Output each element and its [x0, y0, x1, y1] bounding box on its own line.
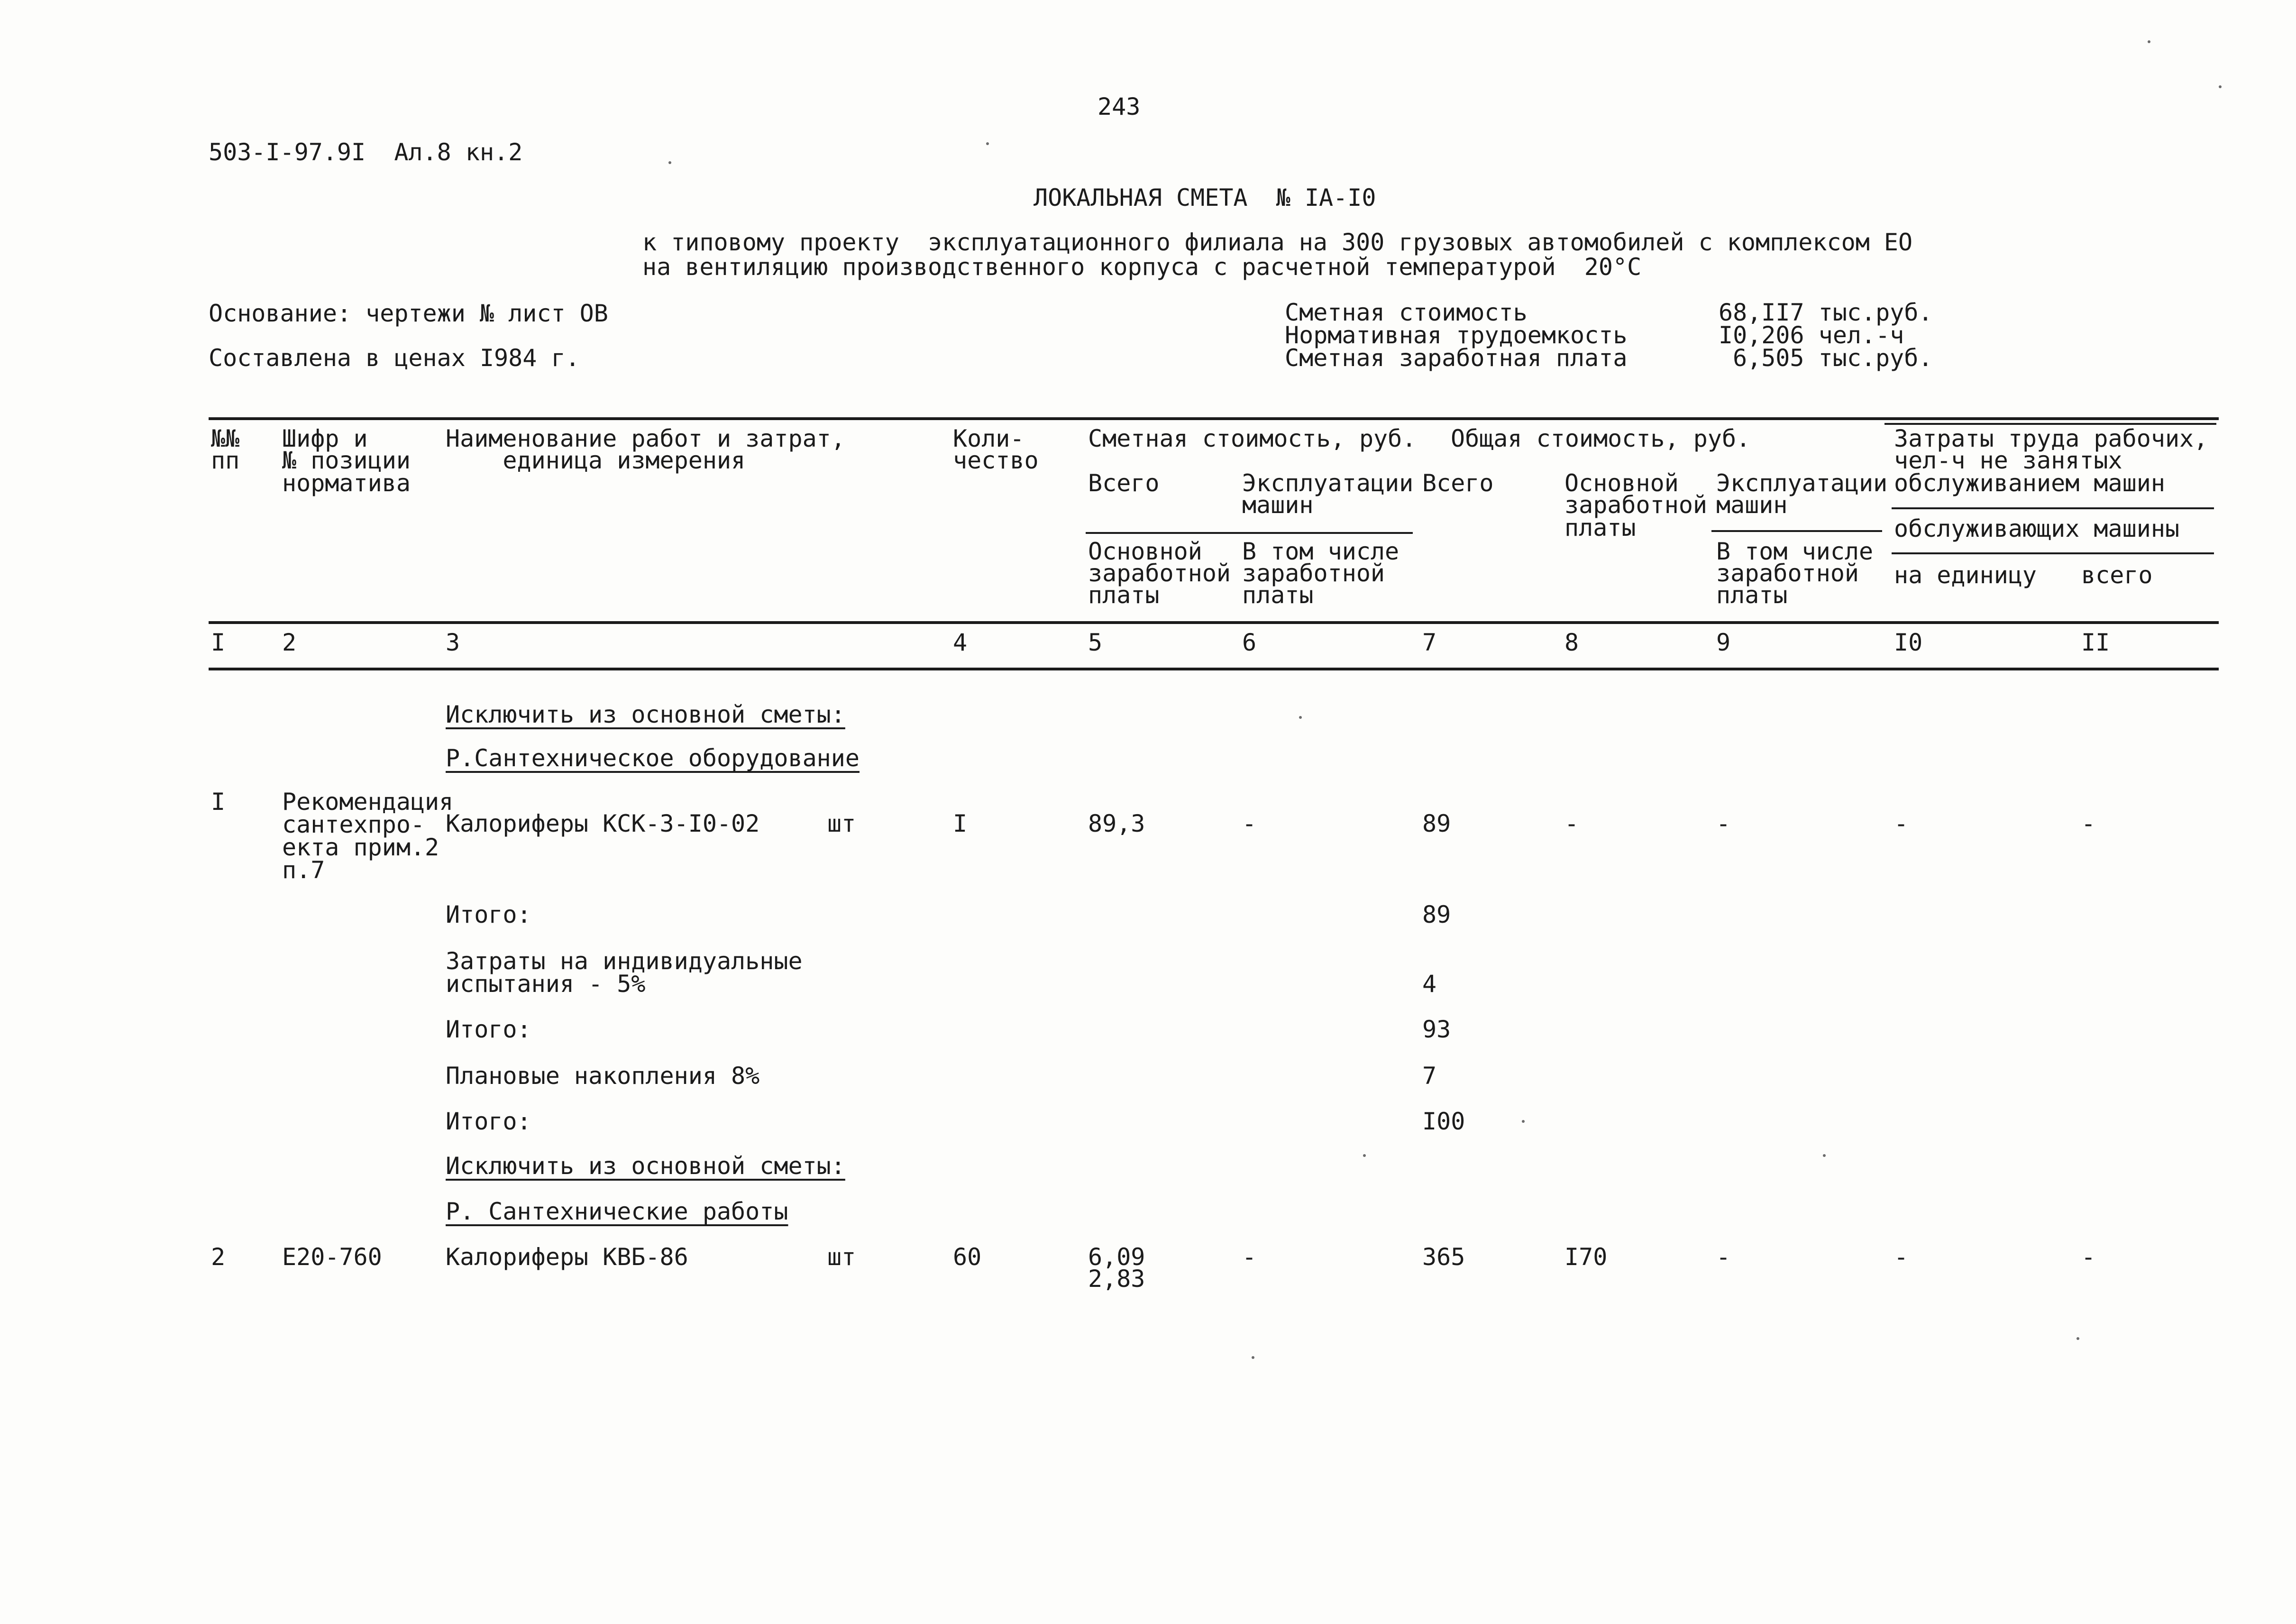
header-smet: Сметная стоимость, руб.	[1088, 425, 1417, 452]
document-code: 503-I-97.9I Ал.8 кн.2	[209, 138, 523, 166]
row2-price-wage: 2,83	[1088, 1265, 1145, 1293]
header-smet-osn-3: платы	[1088, 581, 1160, 609]
column-number-bottom-rule	[209, 668, 2219, 670]
subtotal-label-3: Итого:	[446, 1016, 531, 1043]
col-number-1: I	[211, 629, 226, 656]
row2-price: 6,09	[1088, 1243, 1145, 1271]
row2-osn: I70	[1564, 1243, 1608, 1271]
row1-total: 89	[1422, 810, 1451, 837]
row2-qty: 60	[953, 1243, 982, 1271]
row1-num: I	[211, 788, 226, 816]
subtotal-value-4: 7	[1422, 1062, 1437, 1090]
row1-qty: I	[953, 810, 968, 837]
header-smet-osn-2: заработной	[1088, 560, 1231, 587]
header-zatr-1: Затраты труда рабочих,	[1894, 425, 2208, 452]
header-smet-expl-1: Эксплуатации	[1242, 469, 1414, 497]
header-obsh-osn-2: заработной	[1564, 491, 1708, 519]
row2-labor-total: -	[2081, 1243, 2096, 1271]
subtitle-line-1: к типовому проекту эксплуатационного филиала на 300 грузовых автомобилей с комплексом ЕО	[642, 229, 1913, 256]
row2-expl: -	[1242, 1243, 1257, 1271]
scan-speck	[1299, 716, 1302, 719]
header-obsh-expl-2: машин	[1716, 491, 1788, 519]
document-title: ЛОКАЛЬНАЯ СМЕТА № IА-I0	[1034, 184, 1376, 211]
col-number-6: 6	[1242, 629, 1257, 656]
header-smet-expl-2: машин	[1242, 491, 1314, 519]
row2-num: 2	[211, 1243, 226, 1271]
summary-value-wage: 6,505 тыс.руб.	[1733, 344, 1933, 372]
header-vsego-small: всего	[2081, 561, 2153, 589]
subtotal-label-5: Итого:	[446, 1108, 531, 1135]
col-number-4: 4	[953, 629, 968, 656]
header-zatr-3: обслуживанием машин	[1894, 469, 2165, 497]
col-number-10: I0	[1894, 629, 1923, 656]
table-top-rule	[209, 417, 2219, 420]
subtotal-value-2: 4	[1422, 970, 1437, 998]
header-obsh-osn-3: платы	[1564, 514, 1636, 541]
header-obsh-osn-1: Основной	[1564, 469, 1679, 497]
row2-total: 365	[1422, 1243, 1465, 1271]
header-code-3: норматива	[282, 469, 411, 497]
rule-under-zatr-1	[1892, 507, 2214, 509]
summary-label-cost: Сметная стоимость	[1285, 299, 1528, 326]
col-number-8: 8	[1564, 629, 1579, 656]
header-smet-vtch-3: платы	[1242, 581, 1314, 609]
section-exclude-heading-1: Исключить из основной сметы:	[446, 701, 845, 728]
row2-name: Калориферы КВБ-86	[446, 1243, 688, 1271]
scan-speck	[1252, 1356, 1254, 1359]
row1-unit: шт	[827, 810, 856, 837]
row1-code-2: сантехпро-	[282, 811, 425, 838]
summary-value-cost: 68,II7 тыс.руб.	[1719, 299, 1933, 326]
col-number-9: 9	[1716, 629, 1731, 656]
row1-osn: -	[1564, 810, 1579, 837]
row2-unit: шт	[827, 1243, 856, 1271]
subtotal-label-2b: испытания - 5%	[446, 970, 646, 998]
scan-speck	[986, 142, 989, 145]
basis-text: Основание: чертежи № лист ОВ	[209, 300, 608, 327]
prices-text: Составлена в ценах I984 г.	[209, 344, 580, 372]
row2-code: Е20-760	[282, 1243, 382, 1271]
header-smet-vtch-2: заработной	[1242, 560, 1385, 587]
row1-code-3: екта прим.2	[282, 834, 439, 861]
subtitle-line-2: на вентиляцию производственного корпуса с расчетной температурой 20°С	[642, 253, 1642, 281]
header-qty-2: чество	[953, 447, 1039, 474]
header-zatr-2: чел-ч не занятых	[1894, 447, 2122, 474]
row1-expl: -	[1242, 810, 1257, 837]
rule-under-smet-vsego	[1086, 532, 1413, 534]
row1-name: Калориферы КСК-3-I0-02	[446, 810, 760, 837]
header-na-ed: на единицу	[1894, 561, 2037, 589]
header-name-1: Наименование работ и затрат,	[446, 425, 845, 452]
header-smet-vtch-1: В том числе	[1242, 538, 1400, 565]
row1-expl-total: -	[1716, 810, 1731, 837]
header-smet-vsego: Всего	[1088, 469, 1160, 497]
row1-labor-unit: -	[1894, 810, 1909, 837]
header-obsh-vtch-2: заработной	[1716, 560, 1859, 587]
subtotal-value-1: 89	[1422, 901, 1451, 928]
subtotal-label-1: Итого:	[446, 901, 531, 928]
row1-price: 89,3	[1088, 810, 1145, 837]
table-header-bottom-rule	[209, 621, 2219, 624]
section-works-heading: Р. Сантехнические работы	[446, 1198, 788, 1225]
summary-label-labor: Нормативная трудоемкость	[1285, 321, 1628, 349]
subtotal-value-3: 93	[1422, 1016, 1451, 1043]
scan-speck	[1823, 1154, 1826, 1157]
header-obsh-vtch-3: платы	[1716, 581, 1788, 609]
row1-code-4: п.7	[282, 856, 325, 884]
section-equipment-heading: Р.Сантехническое оборудование	[446, 744, 860, 772]
header-qty-1: Коли-	[953, 425, 1025, 452]
header-code-1: Шифр и	[282, 425, 368, 452]
col-number-3: 3	[446, 629, 460, 656]
row1-code-1: Рекомендация	[282, 788, 454, 816]
col-number-7: 7	[1422, 629, 1437, 656]
subtotal-label-2: Затраты на индивидуальные	[446, 947, 803, 975]
header-num-1: №№	[211, 425, 240, 452]
scan-speck	[2148, 40, 2150, 43]
header-obsh-expl-1: Эксплуатации	[1716, 469, 1888, 497]
header-code-2: № позиции	[282, 447, 411, 474]
summary-value-labor: I0,206 чел.-ч	[1719, 321, 1904, 349]
header-smet-osn-1: Основной	[1088, 538, 1202, 565]
section-exclude-heading-2: Исключить из основной сметы:	[446, 1152, 845, 1180]
scan-speck	[2076, 1337, 2079, 1340]
header-obsh: Общая стоимость, руб.	[1451, 425, 1751, 452]
subtotal-label-4: Плановые накопления 8%	[446, 1062, 760, 1090]
scan-speck	[1363, 1154, 1366, 1157]
rule-under-zatr-2	[1892, 552, 2214, 554]
header-obsh-vsego: Всего	[1422, 469, 1494, 497]
summary-label-wage: Сметная заработная плата	[1285, 344, 1628, 372]
rule-under-obsh-expl	[1711, 530, 1882, 532]
header-num-2: пп	[211, 447, 240, 474]
scan-speck	[668, 161, 671, 164]
subtotal-value-5: I00	[1422, 1108, 1465, 1135]
col-number-11: II	[2081, 629, 2110, 656]
col-number-5: 5	[1088, 629, 1103, 656]
page-number: 243	[1098, 93, 1141, 120]
scan-speck	[1522, 1120, 1525, 1123]
row2-labor-unit: -	[1894, 1243, 1909, 1271]
header-obsh-vtch-1: В том числе	[1716, 538, 1874, 565]
scan-speck	[2219, 85, 2222, 88]
row1-labor-total: -	[2081, 810, 2096, 837]
row2-expl-total: -	[1716, 1243, 1731, 1271]
header-obsl: обслуживающих машины	[1894, 515, 2180, 542]
col-number-2: 2	[282, 629, 297, 656]
header-name-2: единица измерения	[446, 447, 746, 474]
